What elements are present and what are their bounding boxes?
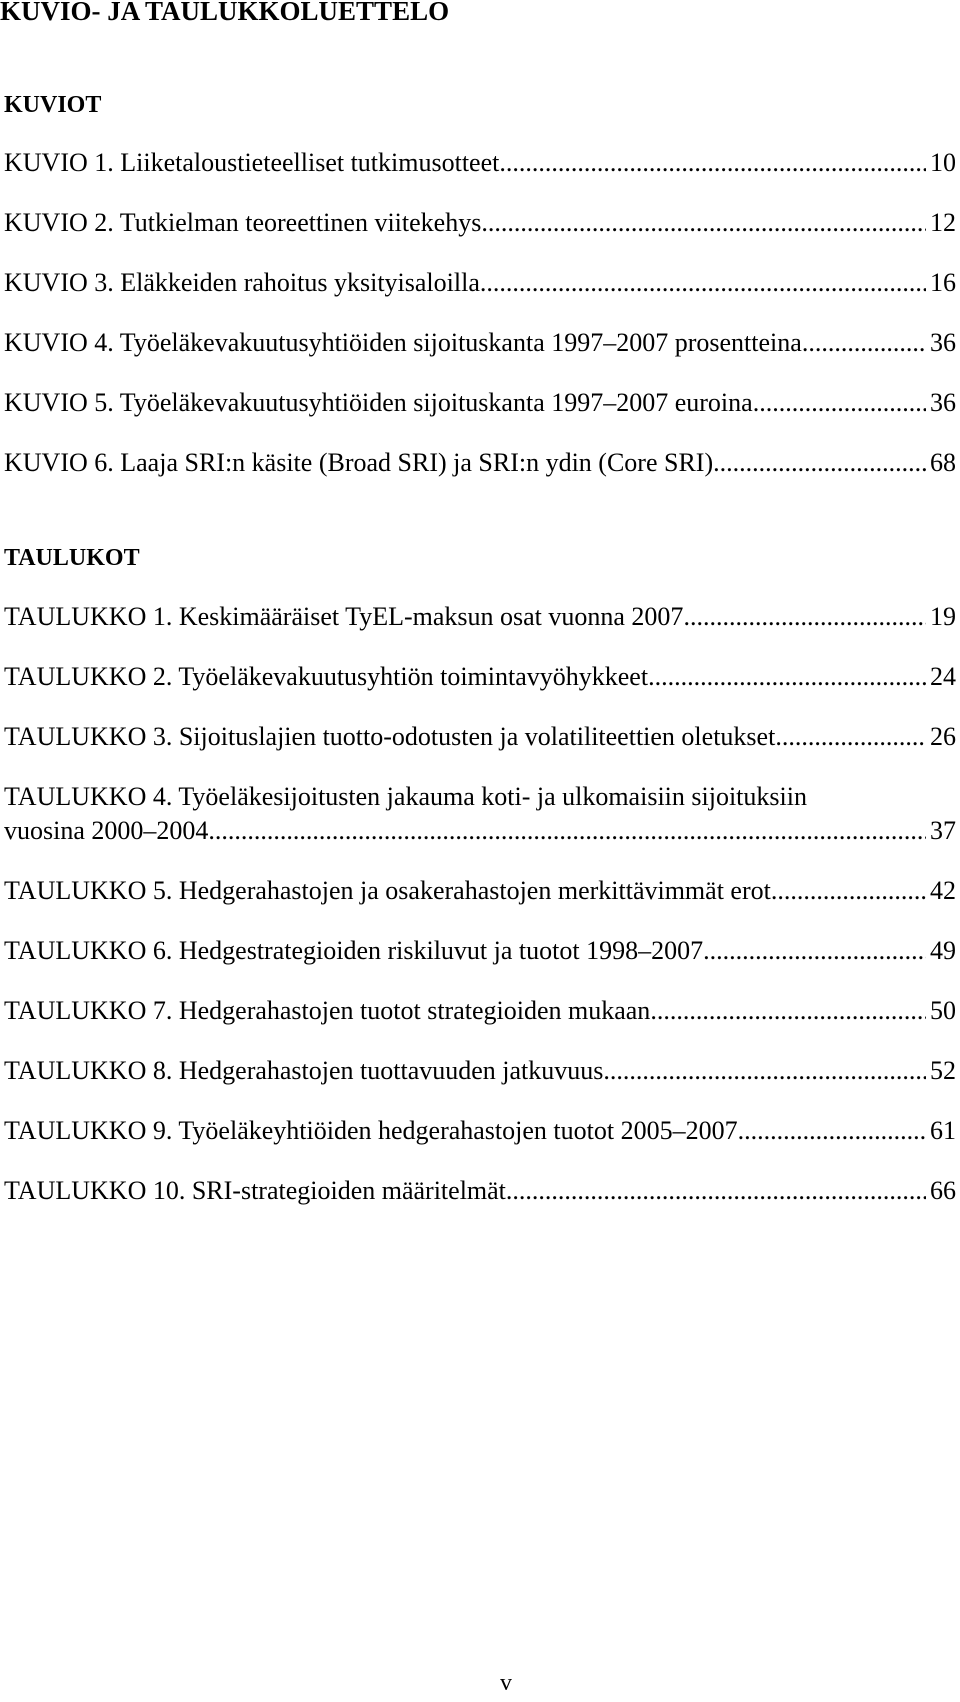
dot-leader	[802, 326, 926, 360]
dot-leader	[506, 1174, 926, 1208]
table-entry-9[interactable]	[4, 1114, 956, 1148]
page-title: KUVIO- JA TAULUKKOLUETTELO	[0, 0, 450, 26]
dot-leader	[486, 266, 926, 300]
entry-page-number: 66	[930, 1176, 956, 1205]
entry-label: TAULUKKO 2. Työeläkevakuutusyhtiön toimintavyöhykkeet	[4, 662, 649, 691]
entry-label: KUVIO 4. Työeläkevakuutusyhtiöiden sijoituskanta 1997–2007 prosentteina	[4, 328, 802, 357]
entry-label: KUVIO 5. Työeläkevakuutusyhtiöiden sijoituskanta 1997–2007 euroina	[4, 388, 753, 417]
table-entry-8[interactable]	[4, 1054, 956, 1088]
entry-label: vuosina 2000–2004	[4, 816, 209, 845]
figures-heading: KUVIOT	[4, 92, 102, 118]
table-entry-6[interactable]	[4, 934, 956, 968]
entry-label: KUVIO 3. Eläkkeiden rahoitus yksityisaloilla.	[4, 268, 487, 297]
entry-page-number: 50	[930, 996, 956, 1025]
page-number: v	[500, 1670, 512, 1696]
entry-label: TAULUKKO 8. Hedgerahastojen tuottavuuden jatkuvuus	[4, 1056, 604, 1085]
dot-leader	[738, 1114, 926, 1148]
dot-leader	[506, 146, 926, 180]
entry-page-number: 42	[930, 876, 956, 905]
entry-label: TAULUKKO 7. Hedgerahastojen tuotot strategioiden mukaan	[4, 996, 651, 1025]
entry-label: TAULUKKO 3. Sijoituslajien tuotto-odotusten ja volatiliteettien oletukset	[4, 722, 776, 751]
entry-page-number: 16	[930, 268, 956, 297]
entry-label: TAULUKKO 10. SRI-strategioiden määritelmät	[4, 1176, 506, 1205]
dot-leader	[753, 386, 926, 420]
figure-entry-2[interactable]	[4, 206, 956, 240]
table-entry-10[interactable]	[4, 1174, 956, 1208]
dot-leader	[683, 600, 926, 634]
entry-page-number: 19	[930, 602, 956, 631]
entry-label: TAULUKKO 6. Hedgestrategioiden riskiluvut ja tuotot 1998–2007	[4, 936, 704, 965]
entry-page-number: 49	[930, 936, 956, 965]
figure-entry-6[interactable]	[4, 446, 956, 480]
figure-entry-3[interactable]	[4, 266, 956, 300]
table-entry-4[interactable]	[4, 780, 956, 848]
entry-page-number: 37	[930, 816, 956, 845]
dot-leader	[650, 994, 926, 1028]
figure-entry-5[interactable]	[4, 386, 956, 420]
dot-leader	[603, 1054, 926, 1088]
dot-leader	[648, 660, 926, 694]
figure-entry-1[interactable]	[4, 146, 956, 180]
dot-leader	[703, 934, 926, 968]
entry-page-number: 52	[930, 1056, 956, 1085]
figure-entry-4[interactable]	[4, 326, 956, 360]
table-entry-7[interactable]	[4, 994, 956, 1028]
dot-leader	[775, 720, 926, 754]
entry-label: KUVIO 1. Liiketaloustieteelliset tutkimusotteet.	[4, 148, 506, 177]
dot-leader	[208, 814, 926, 848]
entry-page-number: 36	[930, 388, 956, 417]
entry-label: TAULUKKO 9. Työeläkeyhtiöiden hedgerahastojen tuotot 2005–2007	[4, 1116, 738, 1145]
table-entry-1[interactable]	[4, 600, 956, 634]
entry-label: KUVIO 6. Laaja SRI:n käsite (Broad SRI) ja SRI:n ydin (Core SRI)	[4, 448, 714, 477]
table-entry-5[interactable]	[4, 874, 956, 908]
entry-page-number: 26	[930, 722, 956, 751]
entry-page-number: 36	[930, 328, 956, 357]
entry-page-number: 61	[930, 1116, 956, 1145]
entry-page-number: 12	[930, 208, 956, 237]
entry-page-number: 24	[930, 662, 956, 691]
dot-leader	[771, 874, 926, 908]
entry-page-number: 68	[930, 448, 956, 477]
table-entry-2[interactable]	[4, 660, 956, 694]
entry-label-line1: TAULUKKO 4. Työeläkesijoitusten jakauma koti- ja ulkomaisiin sijoituksiin	[4, 782, 807, 811]
entry-label: KUVIO 2. Tutkielman teoreettinen viitekehys.	[4, 208, 488, 237]
entry-label: TAULUKKO 1. Keskimääräiset TyEL-maksun osat vuonna 2007	[4, 602, 684, 631]
dot-leader	[713, 446, 926, 480]
table-entry-3[interactable]	[4, 720, 956, 754]
entry-page-number: 10	[930, 148, 956, 177]
entry-label: TAULUKKO 5. Hedgerahastojen ja osakerahastojen merkittävimmät erot	[4, 876, 771, 905]
tables-heading: TAULUKOT	[4, 545, 140, 571]
dot-leader	[488, 206, 926, 240]
